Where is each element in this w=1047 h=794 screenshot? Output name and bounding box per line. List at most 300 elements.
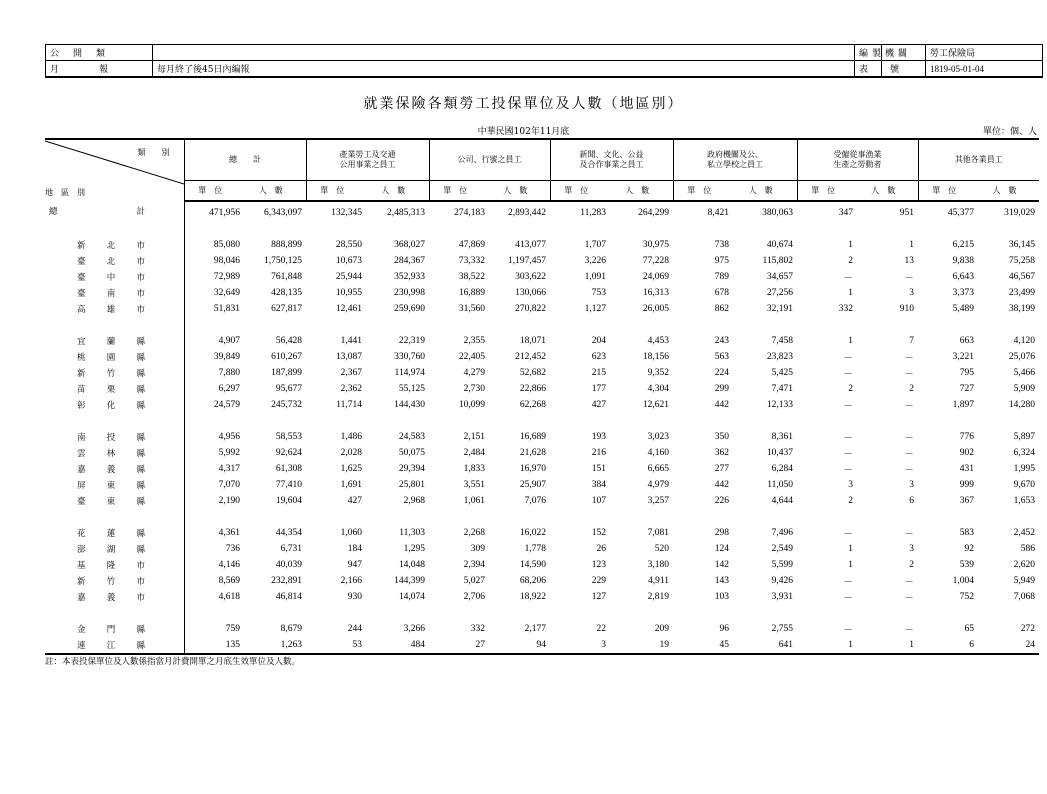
- region-label: [45, 333, 184, 349]
- cell-persons: 13: [904, 256, 914, 266]
- cell-persons: 232,891: [271, 576, 302, 586]
- cell-persons: 7,496: [771, 528, 793, 538]
- cell-units: 127: [591, 592, 606, 602]
- cell-persons: 1,197,457: [508, 256, 546, 266]
- report-period: 中華民國102年11月底: [477, 127, 570, 137]
- cell-persons: 7,081: [647, 528, 669, 538]
- cell-units: 92: [964, 544, 974, 554]
- cell-units: －: [843, 274, 853, 284]
- cell-persons: 7,458: [771, 336, 793, 346]
- table-row: [45, 541, 1039, 557]
- cell-units: －: [843, 450, 853, 460]
- table-row: [45, 637, 1039, 654]
- cell-units: 2,355: [463, 336, 485, 346]
- cell-units: －: [843, 594, 853, 604]
- table-number-value: 1819-05-01-04: [926, 61, 1043, 78]
- region-label: [45, 201, 184, 221]
- cell-units: 27: [429, 637, 489, 654]
- cell-units: －: [843, 530, 853, 540]
- cell-persons: 2,620: [1013, 560, 1035, 570]
- cell-units: 309: [470, 544, 485, 554]
- cell-units: 789: [714, 272, 729, 282]
- cell-persons: 212,452: [515, 352, 546, 362]
- cell-persons: 270,822: [515, 304, 546, 314]
- table-row: [45, 621, 1039, 637]
- cell-units: 73,332: [458, 256, 485, 266]
- cell-units: 776: [959, 432, 974, 442]
- region-label: [45, 237, 184, 253]
- cell-units: 753: [591, 288, 606, 298]
- cell-units: 2,028: [340, 448, 362, 458]
- cell-units: 752: [959, 592, 974, 602]
- region-label: [45, 573, 184, 589]
- cell-units: 2: [848, 256, 853, 266]
- cell-units: 12,461: [335, 304, 362, 314]
- cell-units: 362: [714, 448, 729, 458]
- cell-persons: 6,343,097: [264, 208, 302, 218]
- spacer-row: [45, 605, 1039, 621]
- region-name: 基隆市: [77, 561, 145, 571]
- cell-persons: 1: [909, 240, 914, 250]
- cell-units: 22: [596, 624, 606, 634]
- cell-units: 107: [591, 496, 606, 506]
- compiler-info-table: [854, 44, 1043, 78]
- table-row: [45, 445, 1039, 461]
- publication-info-table: [45, 44, 882, 78]
- cell-persons: 130,066: [515, 288, 546, 298]
- cell-persons: 6,324: [1013, 448, 1035, 458]
- cell-persons: 6: [909, 496, 914, 506]
- cell-persons: 2,893,442: [508, 208, 546, 218]
- cell-units: 6,643: [952, 272, 974, 282]
- cell-persons: 77,410: [275, 480, 302, 490]
- table-row: [45, 461, 1039, 477]
- cell-units: 2,706: [463, 592, 485, 602]
- cell-persons: 3: [909, 480, 914, 490]
- cell-persons: 4,911: [647, 576, 669, 586]
- cell-units: 2,362: [340, 384, 362, 394]
- region-name: 新北市: [77, 241, 145, 251]
- cell-persons: 115,802: [762, 256, 793, 266]
- region-name: 嘉義市: [77, 593, 145, 603]
- cell-units: 975: [714, 256, 729, 266]
- cell-persons: 18,922: [519, 592, 546, 602]
- cell-units: 1,691: [340, 480, 362, 490]
- corner-region-label: 地 區 別: [45, 188, 85, 197]
- cell-persons: 5,466: [1013, 368, 1035, 378]
- cell-units: 135: [184, 637, 244, 654]
- cell-units: 1,061: [463, 496, 485, 506]
- cell-persons: 5,909: [1013, 384, 1035, 394]
- region-label: [45, 349, 184, 365]
- cell-persons: 303,622: [515, 272, 546, 282]
- cell-units: 1,833: [463, 464, 485, 474]
- group-header-media-cooperative: 新聞、文化、公益 及合作事業之員工: [550, 139, 673, 181]
- cell-persons: 5,949: [1013, 576, 1035, 586]
- cell-persons: 2: [909, 560, 914, 570]
- cell-persons: 58,553: [275, 432, 302, 442]
- cell-units: 143: [714, 576, 729, 586]
- cell-units: 367: [959, 496, 974, 506]
- cell-units: 1: [848, 240, 853, 250]
- cell-units: 3: [848, 480, 853, 490]
- cell-persons: 11,050: [767, 480, 793, 490]
- cell-units: 2,151: [463, 432, 485, 442]
- table-row: [45, 589, 1039, 605]
- region-name: 宜蘭縣: [77, 337, 145, 347]
- cell-units: 299: [714, 384, 729, 394]
- cell-units: 193: [591, 432, 606, 442]
- cell-persons: 484: [366, 637, 429, 654]
- cell-units: －: [843, 626, 853, 636]
- cell-persons: 4,453: [647, 336, 669, 346]
- cell-persons: 40,039: [275, 560, 302, 570]
- region-label: [45, 285, 184, 301]
- cell-persons: 9,426: [771, 576, 793, 586]
- cell-persons: －: [904, 434, 914, 444]
- table-row: [45, 301, 1039, 317]
- cell-persons: 75,258: [1008, 256, 1035, 266]
- cell-units: 2,730: [463, 384, 485, 394]
- cell-units: 1: [797, 637, 857, 654]
- cell-units: 26: [596, 544, 606, 554]
- cell-persons: 25,801: [398, 480, 425, 490]
- cell-units: 947: [347, 560, 362, 570]
- report-schedule-value: 每月終了後45日內編報: [153, 61, 882, 78]
- cell-persons: －: [904, 466, 914, 476]
- cell-units: 1: [848, 288, 853, 298]
- table-row: [45, 285, 1039, 301]
- cell-units: 3,226: [584, 256, 606, 266]
- cell-units: 243: [714, 336, 729, 346]
- cell-persons: 46,814: [275, 592, 302, 602]
- cell-units: 4,279: [463, 368, 485, 378]
- cell-units: －: [843, 354, 853, 364]
- cell-units: 1: [848, 560, 853, 570]
- cell-persons: 94: [489, 637, 550, 654]
- statistics-table: [45, 138, 1039, 655]
- cell-units: －: [843, 434, 853, 444]
- cell-persons: －: [904, 402, 914, 412]
- cell-units: 2: [848, 496, 853, 506]
- cell-units: 1,004: [952, 576, 974, 586]
- cell-units: 384: [591, 480, 606, 490]
- cell-units: 902: [959, 448, 974, 458]
- cell-units: 1,060: [340, 528, 362, 538]
- group-header-total: 總 計: [184, 139, 306, 181]
- cell-units: 5,992: [184, 445, 244, 461]
- cell-persons: 19: [610, 637, 673, 654]
- cell-persons: 3: [909, 544, 914, 554]
- cell-persons: 16,970: [519, 464, 546, 474]
- cell-units: 9,838: [952, 256, 974, 266]
- group-header-company: 公司、行號之員工: [429, 139, 550, 181]
- public-class-value: [153, 45, 882, 61]
- cell-persons: 25,907: [519, 480, 546, 490]
- cell-units: 663: [959, 336, 974, 346]
- sub-header-units: 單位: [184, 181, 244, 202]
- region-name: 南投縣: [77, 433, 145, 443]
- region-name: 新竹市: [77, 577, 145, 587]
- cell-persons: 12,621: [642, 400, 669, 410]
- cell-persons: 18,071: [519, 336, 546, 346]
- region-label: [45, 477, 184, 493]
- cell-persons: 16,313: [642, 288, 669, 298]
- cell-persons: 4,979: [647, 480, 669, 490]
- region-name: 臺中市: [77, 273, 145, 283]
- cell-persons: 3,023: [647, 432, 669, 442]
- region-label: [45, 621, 184, 637]
- cell-units: 5,489: [952, 304, 974, 314]
- table-row: [45, 397, 1039, 413]
- region-name: 金門縣: [77, 625, 145, 635]
- cell-persons: 24: [978, 637, 1039, 654]
- table-row: [45, 365, 1039, 381]
- cell-units: 442: [714, 400, 729, 410]
- cell-persons: 3,266: [403, 624, 425, 634]
- region-name: 新竹縣: [77, 369, 145, 379]
- region-name: 嘉義縣: [77, 465, 145, 475]
- cell-persons: 40,674: [766, 240, 793, 250]
- cell-persons: 50,075: [398, 448, 425, 458]
- cell-persons: 52,682: [519, 368, 546, 378]
- compiler-label: 編製機關: [855, 45, 926, 61]
- cell-persons: 4,644: [771, 496, 793, 506]
- table-row: [45, 573, 1039, 589]
- region-name: 臺北市: [77, 257, 145, 267]
- cell-persons: 23,499: [1008, 288, 1035, 298]
- cell-persons: 19,604: [275, 496, 302, 506]
- cell-units: 4,146: [184, 557, 244, 573]
- cell-persons: 12,133: [766, 400, 793, 410]
- sub-header-units: 單位: [550, 181, 610, 202]
- cell-units: 427: [347, 496, 362, 506]
- cell-persons: 319,029: [1004, 208, 1035, 218]
- cell-units: 28,550: [335, 240, 362, 250]
- cell-units: 8,569: [184, 573, 244, 589]
- cell-units: 65: [964, 624, 974, 634]
- cell-persons: －: [904, 354, 914, 364]
- sub-header-units: 單位: [797, 181, 857, 202]
- cell-persons: －: [904, 530, 914, 540]
- spacer-row: [45, 221, 1039, 237]
- cell-persons: 22,866: [519, 384, 546, 394]
- cell-units: 736: [184, 541, 244, 557]
- cell-persons: 14,048: [398, 560, 425, 570]
- cell-persons: 1: [857, 637, 918, 654]
- sub-header-units: 單位: [673, 181, 733, 202]
- report-type-label: 月報: [46, 61, 153, 78]
- cell-units: 177: [591, 384, 606, 394]
- cell-units: 623: [591, 352, 606, 362]
- cell-persons: 8,679: [280, 624, 302, 634]
- cell-units: 759: [184, 621, 244, 637]
- region-label: [45, 541, 184, 557]
- cell-units: 31,560: [458, 304, 485, 314]
- cell-persons: 7,068: [1013, 592, 1035, 602]
- cell-units: 4,361: [184, 525, 244, 541]
- cell-persons: 1,295: [403, 544, 425, 554]
- cell-persons: 6,665: [647, 464, 669, 474]
- cell-persons: 14,280: [1008, 400, 1035, 410]
- group-header-industrial: 產業勞工及交通 公用事業之員工: [306, 139, 429, 181]
- cell-persons: 27,256: [766, 288, 793, 298]
- region-label: [45, 557, 184, 573]
- cell-units: 427: [591, 400, 606, 410]
- cell-units: 1,625: [340, 464, 362, 474]
- cell-units: 274,183: [454, 208, 485, 218]
- cell-persons: 29,394: [398, 464, 425, 474]
- cell-persons: 25,076: [1008, 352, 1035, 362]
- table-row: [45, 349, 1039, 365]
- cell-persons: 14,074: [398, 592, 425, 602]
- cell-persons: 8,361: [771, 432, 793, 442]
- cell-persons: 4,160: [647, 448, 669, 458]
- cell-persons: 55,125: [398, 384, 425, 394]
- cell-persons: 22,319: [398, 336, 425, 346]
- cell-units: 1,707: [584, 240, 606, 250]
- cell-persons: 21,628: [519, 448, 546, 458]
- table-row: [45, 201, 1039, 221]
- cell-units: －: [843, 578, 853, 588]
- cell-units: 8,421: [707, 208, 729, 218]
- cell-persons: 3: [909, 288, 914, 298]
- cell-persons: 34,657: [766, 272, 793, 282]
- cell-persons: 1,778: [524, 544, 546, 554]
- cell-units: 96: [719, 624, 729, 634]
- cell-persons: 44,354: [275, 528, 302, 538]
- cell-units: 7,880: [184, 365, 244, 381]
- cell-persons: －: [904, 450, 914, 460]
- cell-persons: 245,732: [271, 400, 302, 410]
- cell-persons: 627,817: [271, 304, 302, 314]
- cell-persons: 11,303: [399, 528, 425, 538]
- cell-units: 6,215: [952, 240, 974, 250]
- sub-header-persons: 人數: [978, 181, 1039, 202]
- cell-units: －: [843, 370, 853, 380]
- region-label: [45, 397, 184, 413]
- cell-persons: 7,076: [524, 496, 546, 506]
- cell-units: 471,956: [184, 201, 244, 221]
- cell-persons: 144,399: [394, 576, 425, 586]
- cell-units: 38,522: [458, 272, 485, 282]
- cell-persons: 2,819: [647, 592, 669, 602]
- region-label: [45, 365, 184, 381]
- cell-units: 1,441: [340, 336, 362, 346]
- group-header-other: 其他各業員工: [918, 139, 1039, 181]
- cell-persons: 9,670: [1013, 480, 1035, 490]
- region-label: [45, 253, 184, 269]
- table-row: [45, 269, 1039, 285]
- cell-units: 142: [714, 560, 729, 570]
- cell-units: 350: [714, 432, 729, 442]
- cell-units: 98,046: [184, 253, 244, 269]
- cell-persons: 62,268: [519, 400, 546, 410]
- cell-persons: 16,022: [519, 528, 546, 538]
- cell-units: 1,897: [952, 400, 974, 410]
- cell-units: 11,283: [580, 208, 606, 218]
- cell-persons: 9,352: [647, 368, 669, 378]
- cell-persons: －: [904, 274, 914, 284]
- cell-units: 4,317: [184, 461, 244, 477]
- cell-persons: 5,425: [771, 368, 793, 378]
- group-header-government-school: 政府機關及公、 私立學校之員工: [673, 139, 797, 181]
- cell-units: 6: [918, 637, 978, 654]
- spacer-row: [45, 317, 1039, 333]
- cell-persons: 144,430: [394, 400, 425, 410]
- sub-header-units: 單位: [306, 181, 366, 202]
- cell-units: 215: [591, 368, 606, 378]
- cell-units: 3,373: [952, 288, 974, 298]
- cell-units: 6,297: [184, 381, 244, 397]
- cell-units: 999: [959, 480, 974, 490]
- group-header-fishery: 受僱從事漁業 生產之勞動者: [797, 139, 918, 181]
- table-row: [45, 333, 1039, 349]
- cell-persons: 520: [654, 544, 669, 554]
- region-label: [45, 589, 184, 605]
- cell-units: 539: [959, 560, 974, 570]
- cell-units: 151: [591, 464, 606, 474]
- cell-units: 1,127: [584, 304, 606, 314]
- cell-persons: 2,549: [771, 544, 793, 554]
- unit-label: 單位：個、人: [982, 127, 1037, 137]
- cell-units: 4,956: [184, 429, 244, 445]
- table-row: [45, 429, 1039, 445]
- cell-units: 583: [959, 528, 974, 538]
- cell-units: 2,166: [340, 576, 362, 586]
- cell-units: 332: [838, 304, 853, 314]
- table-row: [45, 381, 1039, 397]
- cell-units: 1: [848, 544, 853, 554]
- table-row: [45, 493, 1039, 509]
- table-number-label: 表號: [855, 61, 926, 78]
- cell-units: 224: [714, 368, 729, 378]
- sub-header-persons: 人數: [244, 181, 306, 202]
- cell-units: 930: [347, 592, 362, 602]
- cell-units: 738: [714, 240, 729, 250]
- region-label: [45, 493, 184, 509]
- cell-persons: 4,304: [647, 384, 669, 394]
- cell-units: 2,394: [463, 560, 485, 570]
- cell-units: 72,989: [184, 269, 244, 285]
- region-name: 彰化縣: [77, 401, 145, 411]
- cell-persons: 38,199: [1008, 304, 1035, 314]
- region-name: 高雄市: [77, 305, 145, 315]
- cell-persons: 368,027: [394, 240, 425, 250]
- sub-header-row: [45, 181, 1039, 202]
- cell-units: －: [843, 466, 853, 476]
- cell-units: 204: [591, 336, 606, 346]
- cell-units: 2,367: [340, 368, 362, 378]
- cell-persons: 10,437: [766, 448, 793, 458]
- cell-persons: 30,975: [642, 240, 669, 250]
- cell-persons: 95,677: [275, 384, 302, 394]
- cell-persons: 61,308: [275, 464, 302, 474]
- corner-category-label: 類 別: [137, 148, 170, 157]
- spacer-row: [45, 413, 1039, 429]
- cell-units: 1,091: [584, 272, 606, 282]
- cell-persons: 5,599: [771, 560, 793, 570]
- cell-units: 2,484: [463, 448, 485, 458]
- cell-units: 226: [714, 496, 729, 506]
- cell-persons: 330,760: [394, 352, 425, 362]
- cell-persons: 92,624: [275, 448, 302, 458]
- cell-units: 332: [470, 624, 485, 634]
- cell-units: 678: [714, 288, 729, 298]
- cell-units: 431: [959, 464, 974, 474]
- cell-units: 862: [714, 304, 729, 314]
- cell-units: 103: [714, 592, 729, 602]
